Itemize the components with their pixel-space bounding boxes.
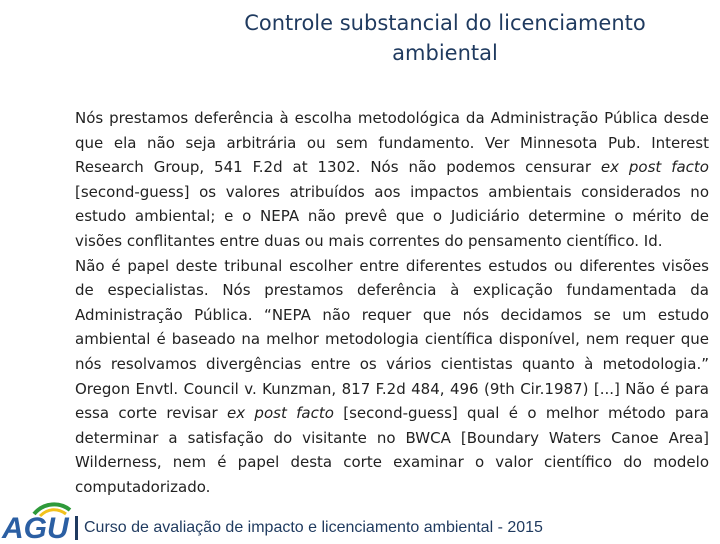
paragraph-1 bbox=[75, 106, 709, 254]
agu-logo bbox=[0, 500, 75, 540]
paragraph-2-emphasis: ex post facto bbox=[227, 404, 334, 423]
slide-title: Controle substancial do licenciamento ambiental bbox=[244, 11, 646, 65]
paragraph-2-text-a: Não é papel deste tribunal escolher entre diferentes estudos ou diferentes visões de especialistas. Nós prestamos deferência à explicação fundamentada da Administração Pública. “NEPA não requer que nós decidamos se um estudo ambiental é baseado na melhor metodologia científica disponível, nem requer que nós resolvamos divergências entre os vários cientistas quanto à metodologia.” Oregon Envtl. Council v. Kunzman, 817 F.2d 484, 496 (9th Cir.1987) [...] Não é para essa corte revisar bbox=[75, 256, 709, 423]
paragraph-1-emphasis: ex post facto bbox=[600, 158, 709, 177]
footer-course-text: Curso de avaliação de impacto e licenciamento ambiental - 2015 bbox=[84, 519, 543, 536]
footer-divider bbox=[75, 516, 78, 540]
paragraph-1-text-b: [second-guess] os valores atribuídos aos impactos ambientais considerados no estudo ambiental; e o NEPA não prevê que o Judiciário determine o mérito de visões conflitantes entre duas ou mais correntes do pensamento científico. Id. bbox=[75, 182, 709, 250]
paragraph-2 bbox=[75, 254, 709, 500]
paragraph-1-text-a: Nós prestamos deferência à escolha metodológica da Administração Pública desde que ela não seja arbitrária ou sem fundamento. Ver Minnesota Pub. Interest Research Group, 541 F.2d at 1302. Nós não podemos censurar bbox=[75, 109, 709, 177]
agu-logo-icon bbox=[0, 500, 75, 540]
slide-body bbox=[75, 106, 709, 500]
logo-text: AGU bbox=[2, 512, 69, 540]
paragraph-2-text-b: [second-guess] qual é o melhor método para determinar a satisfação do visitante no BWCA [Boundary Waters Canoe Area] Wilderness, nem é papel desta corte examinar o valor científico do modelo computadorizado. bbox=[75, 404, 709, 496]
